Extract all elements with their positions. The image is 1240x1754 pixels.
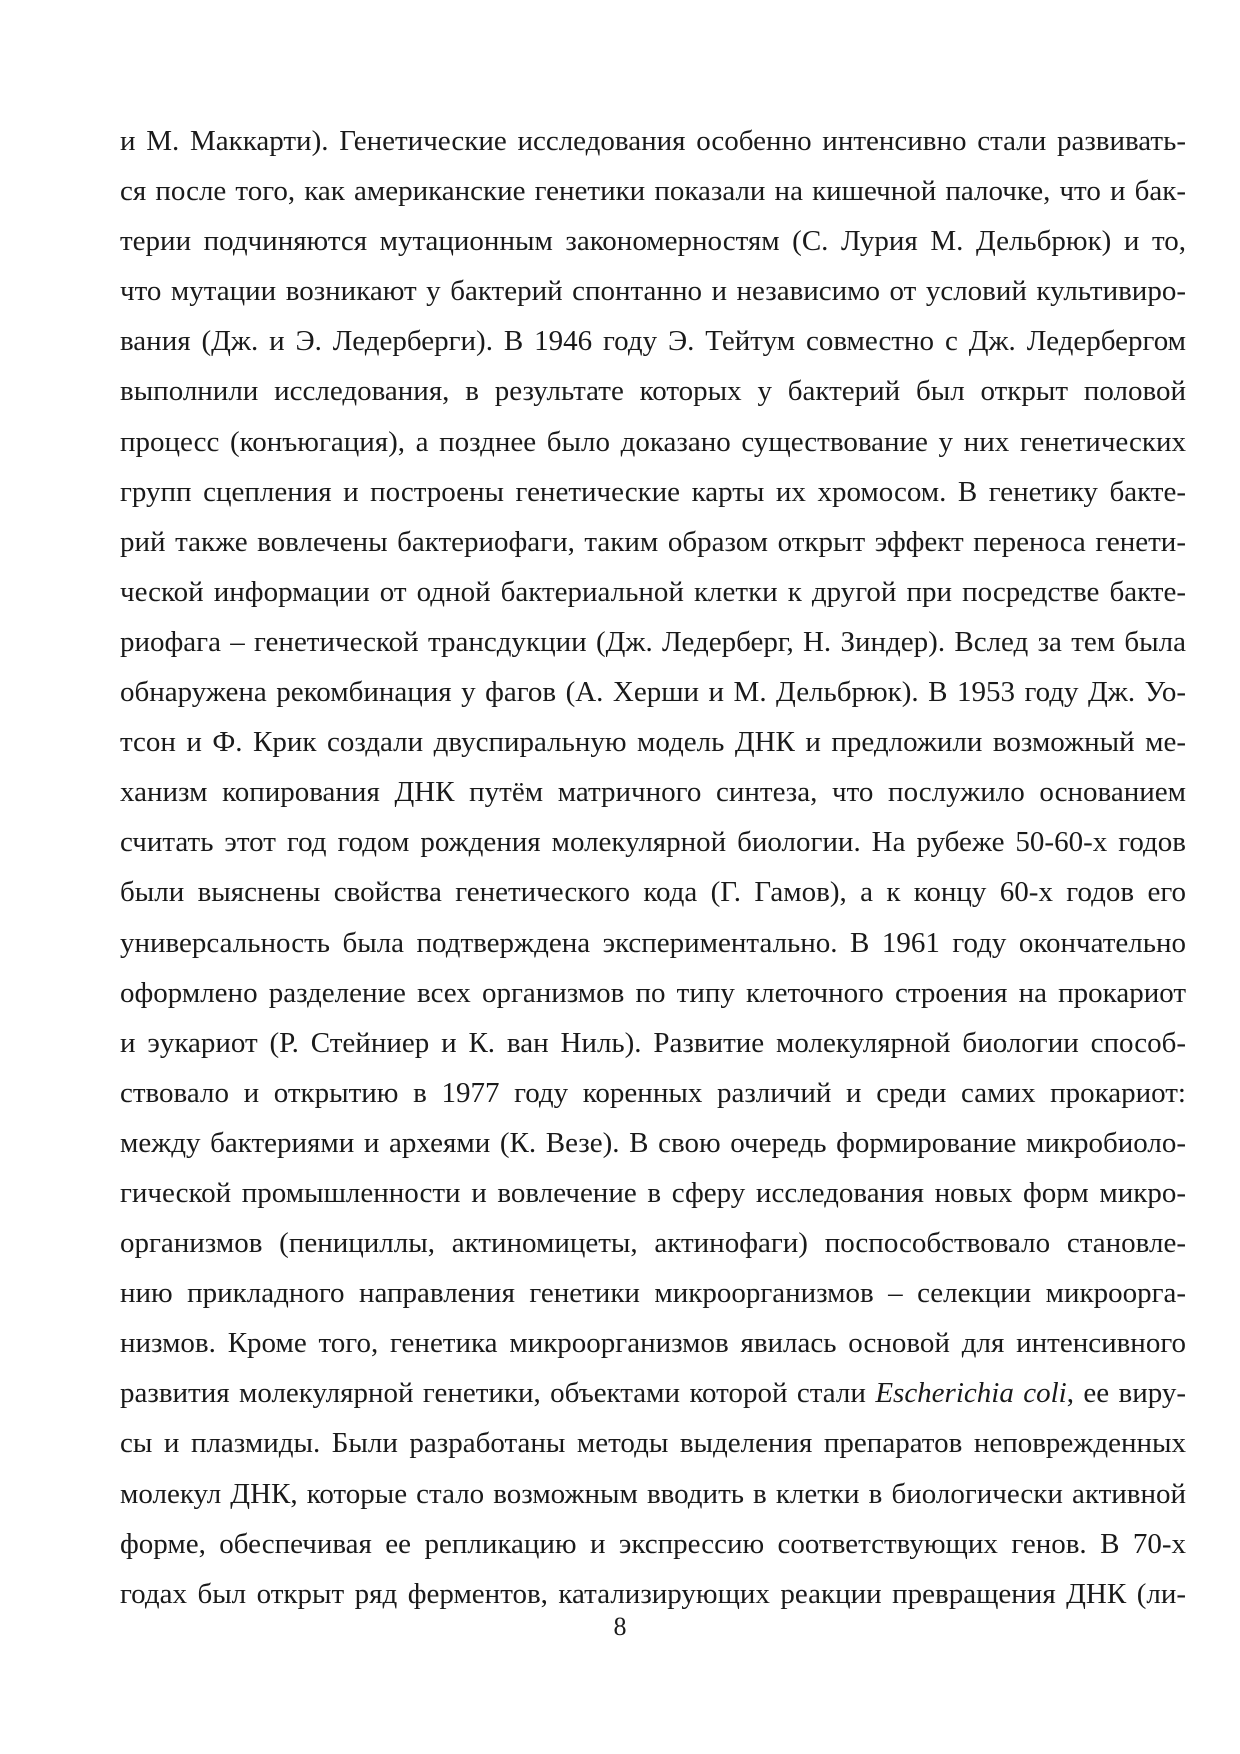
text-line: ствовало и открытию в 1977 году коренных различий и среди самих прокариот: [120, 1076, 1186, 1109]
text-line: организмов (пенициллы, актиномицеты, актинофаги) поспособствовало становле- [120, 1227, 1186, 1260]
text-line: терии подчиняются мутационным закономерностям (С. Лурия М. Дельбрюк) и то, [120, 225, 1186, 258]
text-line: оформлено разделение всех организмов по типу клеточного строения на прокариот [120, 976, 1186, 1009]
text-line: универсальность была подтверждена экспериментально. В 1961 году окончательно [120, 926, 1186, 959]
text-line: тсон и Ф. Крик создали двуспиральную модель ДНК и предложили возможный ме- [120, 726, 1186, 759]
text-line: низмов. Кроме того, генетика микроорганизмов явилась основой для интенсивного [120, 1327, 1186, 1360]
text-line: ческой информации от одной бактериальной клетки к другой при посредстве бакте- [120, 575, 1186, 608]
text-line: обнаружена рекомбинация у фагов (А. Херши и М. Дельбрюк). В 1953 году Дж. Уо- [120, 676, 1186, 709]
text-line: молекул ДНК, которые стало возможным вводить в клетки в биологически активной [120, 1477, 1186, 1510]
text-line: процесс (конъюгация), а позднее было доказано существование у них генетических [120, 425, 1186, 458]
text-line: годах был открыт ряд ферментов, катализирующих реакции превращения ДНК (ли- [120, 1577, 1186, 1610]
text-line: нию прикладного направления генетики микроорганизмов – селекции микроорга- [120, 1277, 1186, 1310]
text-line: риофага – генетической трансдукции (Дж. Ледерберг, Н. Зиндер). Вслед за тем была [120, 625, 1186, 658]
text-line: гической промышленности и вовлечение в сферу исследования новых форм микро- [120, 1176, 1186, 1209]
text-line: ханизм копирования ДНК путём матричного синтеза, что послужило основанием [120, 776, 1186, 809]
text-line: групп сцепления и построены генетические карты их хромосом. В генетику бакте- [120, 475, 1186, 508]
text-line: вания (Дж. и Э. Ледерберги). В 1946 году Э. Тейтум совместно с Дж. Ледербергом [120, 325, 1186, 358]
text-line: считать этот год годом рождения молекулярной биологии. На рубеже 50-60-х годов [120, 826, 1186, 859]
text-line: форме, обеспечивая ее репликацию и экспрессию соответствующих генов. В 70-х [120, 1527, 1186, 1560]
text-line: и М. Маккарти). Генетические исследования особенно интенсивно стали развивать- [120, 125, 1186, 157]
text-line: между бактериями и археями (К. Везе). В свою очередь формирование микробиоло- [120, 1126, 1186, 1159]
text-line: рий также вовлечены бактериофаги, таким образом открыт эффект переноса генети- [120, 525, 1186, 558]
text-line: ся после того, как американские генетики показали на кишечной палочке, что и бак- [120, 175, 1186, 208]
text-line: и эукариот (Р. Стейниер и К. ван Ниль). Развитие молекулярной биологии способ- [120, 1026, 1186, 1059]
text-line: выполнили исследования, в результате которых у бактерий был открыт половой [120, 375, 1186, 408]
page-number: 8 [613, 1612, 627, 1641]
text-segment: развития молекулярной генетики, объектами которой стали [120, 1377, 876, 1410]
body-text [120, 116, 1186, 1619]
text-line-with-species [120, 1368, 1186, 1418]
text-line: были выяснены свойства генетического кода (Г. Гамов), а к концу 60-х годов его [120, 876, 1186, 909]
species-name-italic: Escherichia coli [875, 1377, 1067, 1410]
text-line: что мутации возникают у бактерий спонтанно и независимо от условий культивиро- [120, 275, 1186, 308]
text-line: сы и плазмиды. Были разработаны методы выделения препаратов неповрежденных [120, 1427, 1186, 1460]
text-segment: , ее виру- [1066, 1377, 1186, 1410]
